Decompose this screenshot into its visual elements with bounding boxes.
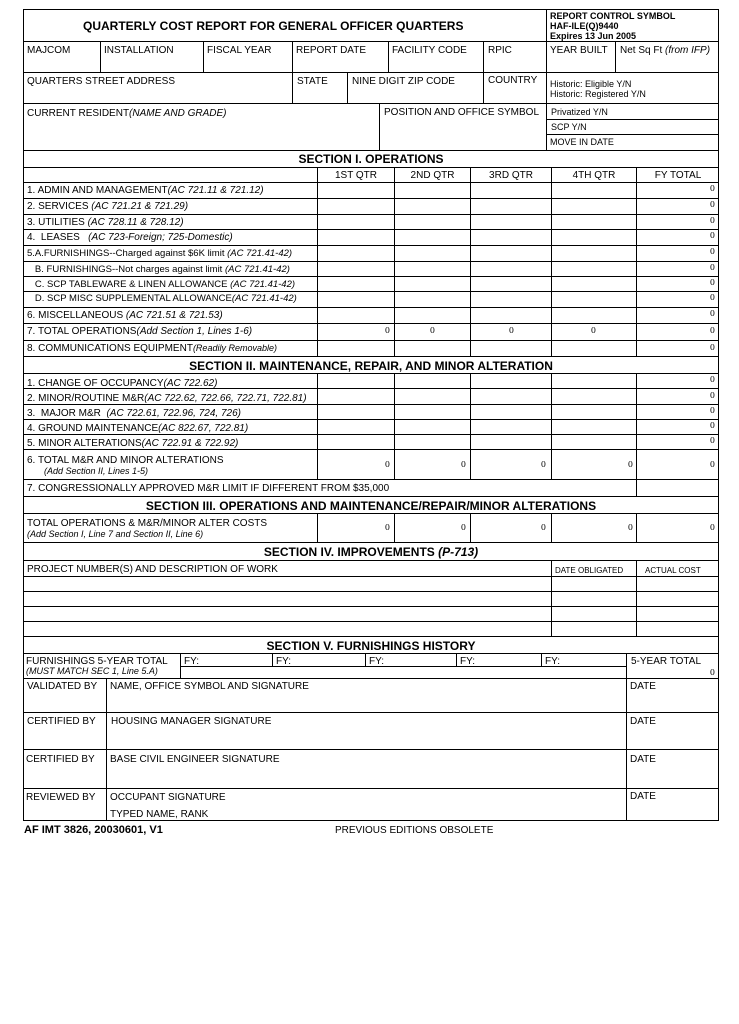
sec2-fy-total[interactable]: 0 xyxy=(709,406,715,415)
typed-name-rank-field[interactable]: TYPED NAME, RANK xyxy=(110,809,209,820)
sec1-row-leases: 4. LEASES (AC 723-Foreign; 725-Domestic) xyxy=(27,232,233,243)
sec1-total-q4[interactable]: 0 xyxy=(590,326,596,335)
installation-field[interactable]: INSTALLATION xyxy=(104,45,174,56)
country-field[interactable]: COUNTRY xyxy=(488,75,538,86)
report-date-field[interactable]: REPORT DATE xyxy=(296,45,367,56)
sec1-total-q1[interactable]: 0 xyxy=(384,326,390,335)
year-built-field[interactable]: YEAR BUILT xyxy=(550,45,608,56)
scp-field[interactable]: SCP Y/N xyxy=(551,122,587,132)
col-header-q1: 1ST QTR xyxy=(334,170,378,181)
sec1-fy-total[interactable]: 0 xyxy=(709,309,715,318)
sec1-row-furnishings-a: 5.A.FURNISHINGS--Charged against $6K limit (AC 721.41-42) xyxy=(27,248,293,259)
sec3-q1[interactable]: 0 xyxy=(384,523,390,532)
current-resident-field[interactable] xyxy=(27,108,226,119)
section-1-title: SECTION I. OPERATIONS xyxy=(298,152,444,166)
previous-editions-notice: PREVIOUS EDITIONS OBSOLETE xyxy=(335,825,494,836)
sec3-q4[interactable]: 0 xyxy=(627,523,633,532)
occupant-signature-field[interactable]: OCCUPANT SIGNATURE xyxy=(110,792,226,803)
sec2-total-q3[interactable]: 0 xyxy=(540,460,546,469)
sec3-note: (Add Section I, Line 7 and Section II, Line 6) xyxy=(27,529,204,539)
sec1-fy-total[interactable]: 0 xyxy=(709,293,715,302)
fy-field[interactable]: FY: xyxy=(369,656,385,667)
sec1-fy-total[interactable]: 0 xyxy=(709,326,715,335)
sec2-row-minor-alterations: 5. MINOR ALTERATIONS(AC 722.91 & 722.92) xyxy=(27,438,239,449)
sec2-fy-total[interactable]: 0 xyxy=(709,436,715,445)
sec1-total-q2[interactable]: 0 xyxy=(429,326,435,335)
sec1-fy-total[interactable]: 0 xyxy=(709,216,715,225)
sec1-row-admin: 1. ADMIN AND MANAGEMENT(AC 721.11 & 721.12) xyxy=(27,185,264,196)
position-office-symbol-field[interactable]: POSITION AND OFFICE SYMBOL xyxy=(384,107,540,118)
sec1-row-misc: 6. MISCELLANEOUS (AC 721.51 & 721.53) xyxy=(27,310,223,321)
sec1-fy-total[interactable]: 0 xyxy=(709,200,715,209)
sec2-row-total: 6. TOTAL M&R AND MINOR ALTERATIONS xyxy=(27,455,224,466)
sec1-fy-total[interactable]: 0 xyxy=(709,231,715,240)
sec2-fy-total[interactable]: 0 xyxy=(709,391,715,400)
form-title: QUARTERLY COST REPORT FOR GENERAL OFFICER QUARTERS xyxy=(83,19,464,33)
fy-field[interactable]: FY: xyxy=(184,656,200,667)
historic-eligible-field[interactable]: Historic: Eligible Y/N xyxy=(550,79,632,89)
col-header-q3: 3RD QTR xyxy=(489,170,533,181)
furnishings-5yr-note: (MUST MATCH SEC 1, Line 5.A) xyxy=(26,666,158,676)
zip-code-field[interactable]: NINE DIGIT ZIP CODE xyxy=(352,76,455,87)
sec2-row-minor-routine: 2. MINOR/ROUTINE M&R(AC 722.62, 722.66, 722.71, 722.81) xyxy=(27,393,307,404)
net-sq-ft-field[interactable] xyxy=(620,45,710,56)
sec1-row-scp-tableware: C. SCP TABLEWARE & LINEN ALLOWANCE (AC 721.41-42) xyxy=(27,279,296,290)
current-resident-label: CURRENT RESIDENT xyxy=(27,108,130,119)
sec2-row-major-mr: 3. MAJOR M&R (AC 722.61, 722.96, 724, 726) xyxy=(27,408,241,419)
five-year-total-label: 5-YEAR TOTAL xyxy=(631,656,702,667)
section-3-title: SECTION III. OPERATIONS AND MAINTENANCE/REPAIR/MINOR ALTERATIONS xyxy=(145,499,597,513)
expiration-date: Expires 13 Jun 2005 xyxy=(550,31,637,41)
sec2-fy-total[interactable]: 0 xyxy=(709,460,715,469)
sec1-row-scp-misc: D. SCP MISC SUPPLEMENTAL ALLOWANCE(AC 721.41-42) xyxy=(27,293,297,304)
validated-date-field[interactable]: DATE xyxy=(630,681,656,692)
sec1-row-utilities: 3. UTILITIES (AC 728.11 & 728.12) xyxy=(27,217,184,228)
sec2-row-change-occupancy: 1. CHANGE OF OCCUPANCY(AC 722.62) xyxy=(27,378,218,389)
fy-field[interactable]: FY: xyxy=(545,656,561,667)
majcom-field[interactable]: MAJCOM xyxy=(27,45,71,56)
actual-cost-label: ACTUAL COST xyxy=(645,566,701,575)
sec1-fy-total[interactable]: 0 xyxy=(709,247,715,256)
sec1-row-furnishings-b: B. FURNISHINGS--Not charges against limit (AC 721.41-42) xyxy=(27,264,290,275)
form-identifier: AF IMT 3826, 20030601, V1 xyxy=(24,824,163,836)
net-sq-ft-label: Net Sq Ft xyxy=(620,45,663,56)
sec2-fy-total[interactable]: 0 xyxy=(709,375,715,384)
five-year-total-value[interactable]: 0 xyxy=(709,668,715,677)
sec2-row-total-note: (Add Section II, Lines 1-5) xyxy=(44,466,149,476)
sec2-fy-total[interactable]: 0 xyxy=(709,421,715,430)
sec1-total-q3[interactable]: 0 xyxy=(508,326,514,335)
civil-engineer-signature-field[interactable]: BASE CIVIL ENGINEER SIGNATURE xyxy=(110,754,280,765)
street-address-field[interactable]: QUARTERS STREET ADDRESS xyxy=(27,76,175,87)
occupant-date-field[interactable]: DATE xyxy=(630,791,656,802)
validated-by-label: VALIDATED BY xyxy=(27,681,98,692)
sec1-row-total-operations: 7. TOTAL OPERATIONS(Add Section 1, Lines 1-6) xyxy=(27,326,253,337)
current-resident-note: (NAME AND GRADE) xyxy=(129,108,227,119)
sec1-fy-total[interactable]: 0 xyxy=(709,263,715,272)
section-5-title: SECTION V. FURNISHINGS HISTORY xyxy=(266,639,476,653)
state-field[interactable]: STATE xyxy=(297,76,328,87)
sec3-q3[interactable]: 0 xyxy=(540,523,546,532)
sec2-row-limit: 7. CONGRESSIONALLY APPROVED M&R LIMIT IF DIFFERENT FROM $35,000 xyxy=(27,483,390,494)
report-control-symbol-label: REPORT CONTROL SYMBOL xyxy=(550,11,676,21)
furnishings-5yr-label: FURNISHINGS 5-YEAR TOTAL xyxy=(26,656,168,667)
facility-code-field[interactable]: FACILITY CODE xyxy=(392,45,467,56)
sec3-label: TOTAL OPERATIONS & M&R/MINOR ALTER COSTS xyxy=(27,518,268,529)
move-in-date-field[interactable]: MOVE IN DATE xyxy=(550,137,614,147)
section-2-title: SECTION II. MAINTENANCE, REPAIR, AND MINOR ALTERATION xyxy=(189,359,553,373)
project-description-label: PROJECT NUMBER(S) AND DESCRIPTION OF WORK xyxy=(27,564,278,575)
sec1-fy-total[interactable]: 0 xyxy=(709,343,715,352)
sec2-total-q1[interactable]: 0 xyxy=(384,460,390,469)
col-header-fy-total: FY TOTAL xyxy=(654,170,702,181)
report-control-symbol: HAF-ILE(Q)9440 xyxy=(550,21,619,31)
section-4-title: SECTION IV. IMPROVEMENTS (P-713) xyxy=(263,545,479,559)
col-header-q4: 4TH QTR xyxy=(572,170,616,181)
certified-by-label: CERTIFIED BY xyxy=(26,754,95,765)
date-obligated-label: DATE OBLIGATED xyxy=(555,566,624,575)
sec3-q2[interactable]: 0 xyxy=(460,523,466,532)
fy-field[interactable]: FY: xyxy=(276,656,292,667)
civil-engineer-date-field[interactable]: DATE xyxy=(630,754,656,765)
housing-manager-signature-field[interactable]: HOUSING MANAGER SIGNATURE xyxy=(111,716,272,727)
sec1-fy-total[interactable]: 0 xyxy=(709,278,715,287)
fiscal-year-field[interactable]: FISCAL YEAR xyxy=(207,45,272,56)
sec1-row-communications: 8. COMMUNICATIONS EQUIPMENT(Readily Removable) xyxy=(27,343,277,354)
validator-signature-field[interactable]: NAME, OFFICE SYMBOL AND SIGNATURE xyxy=(110,681,309,692)
fy-field[interactable]: FY: xyxy=(460,656,476,667)
rpic-field[interactable]: RPIC xyxy=(488,45,512,56)
col-header-q2: 2ND QTR xyxy=(410,170,455,181)
certified-by-label: CERTIFIED BY xyxy=(27,716,96,727)
sec2-total-q2[interactable]: 0 xyxy=(460,460,466,469)
sec3-fy-total[interactable]: 0 xyxy=(709,523,715,532)
sec2-row-ground-maintenance: 4. GROUND MAINTENANCE(AC 822.67, 722.81) xyxy=(27,423,249,434)
sec2-total-q4[interactable]: 0 xyxy=(627,460,633,469)
net-sq-ft-note: (from IFP) xyxy=(665,45,711,56)
sec1-fy-total[interactable]: 0 xyxy=(709,184,715,193)
reviewed-by-label: REVIEWED BY xyxy=(26,792,96,803)
privatized-field[interactable]: Privatized Y/N xyxy=(551,107,608,117)
historic-registered-field[interactable]: Historic: Registered Y/N xyxy=(550,89,646,99)
sec1-row-services: 2. SERVICES (AC 721.21 & 721.29) xyxy=(27,201,189,212)
housing-manager-date-field[interactable]: DATE xyxy=(630,716,656,727)
